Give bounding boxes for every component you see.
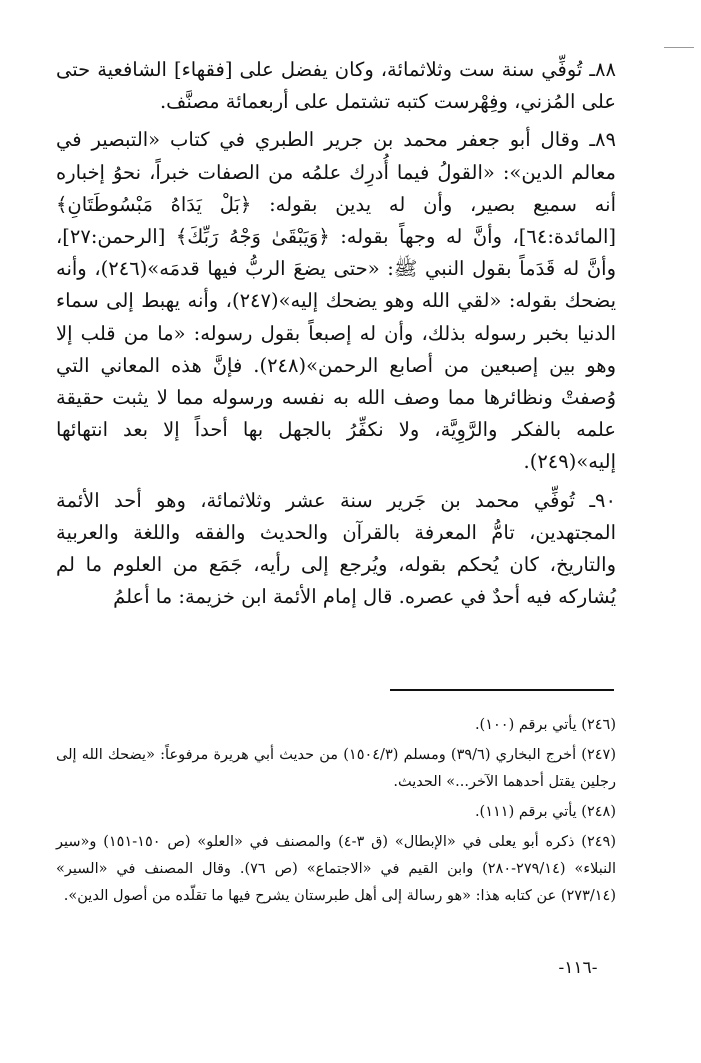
corner-mark bbox=[664, 47, 694, 48]
footnote-249: (٢٤٩) ذكره أبو يعلى في «الإبطال» (ق ٣-٤) والمصنف في «العلو» (ص ١٥٠-١٥١) و«سير النبلاء» (٢٧٩/١٤-٢٨٠) وابن القيم في «الاجتماع» (ص ٧٦). وقال المصنف في «السير» (٢٧٣/١٤) عن كتابه هذا: «هو رسالة إلى أهل طبرستان يشرح فيها ما تقلّده من أصول الدين». bbox=[56, 834, 616, 904]
paragraph-88: ٨٨ـ تُوفِّي سنة ست وثلاثمائة، وكان يفضل على [فقهاء] الشافعية حتى على المُزني، وفِهْرست كتبه تشتمل على أربعمائة مصنَّف. bbox=[56, 58, 616, 114]
footnote-separator bbox=[390, 689, 614, 691]
footnote-247: (٢٤٧) أخرج البخاري (٣٩/٦) ومسلم (١٥٠٤/٣) من حديث أبي هريرة مرفوعاً: «يضحك الله إلى رجلين يقتل أحدهما الآخر...» الحديث. bbox=[56, 747, 617, 790]
footnotes bbox=[56, 712, 616, 913]
main-text bbox=[56, 54, 616, 619]
footnote-248: (٢٤٨) يأتي برقم (١١١). bbox=[474, 804, 616, 820]
paragraph-90: ٩٠ـ تُوفِّي محمد بن جَرير سنة عشر وثلاثمائة، وهو أحد الأئمة المجتهدين، تامُّ المعرفة بالقرآن والحديث والفقه واللغة والعربية والتاريخ، كان يُحكم بقوله، ويُرجع إلى رأيه، جَمَع من العلوم ما لم يُشاركه فيه أحدٌ في عصره. قال إمام الأئمة ابن خزيمة: ما أعلمُ bbox=[56, 488, 616, 609]
paragraph-89: ٨٩ـ وقال أبو جعفر محمد بن جرير الطبري في كتاب «التبصير في معالم الدين»: «القولُ فيما أُدرِك علمُه من الصفات خبراً، نحوُ إخباره أنه سميع بصير، وأن له يدين بقوله: ﴿بَلْ يَدَاهُ مَبْسُوطَتَانِ﴾ [المائدة:٦٤]، وأنَّ له وجهاً بقوله: ﴿وَيَبْقَىٰ وَجْهُ رَبِّكَ﴾ [الرحمن:٢٧]، وأنَّ له قَدَماً بقول النبي ﷺ: «حتى يضعَ الربُّ فيها قدمَه»(٢٤٦)، وأنه يضحك بقوله: «لقي الله وهو يضحك إليه»(٢٤٧)، وأنه يهبط إلى سماء الدنيا بخبر رسوله بذلك، وأن له إصبعاً بقول رسوله: «ما من قلب إلا وهو بين إصبعين من أصابع الرحمن»(٢٤٨). فإنَّ هذه المعاني التي وُصفتْ ونظائرها مما وصف الله به نفسه ورسوله مما لا يثبت حقيقة علمه بالفكر والرَّوِيَّة، ولا نكفِّرُ بالجهل بها أحداً إلا بعد انتهائها إليه»(٢٤٩). bbox=[56, 128, 616, 474]
footnote-246: (٢٤٦) يأتي برقم (١٠٠). bbox=[474, 717, 616, 733]
page-number: -١١٦- bbox=[558, 958, 598, 978]
